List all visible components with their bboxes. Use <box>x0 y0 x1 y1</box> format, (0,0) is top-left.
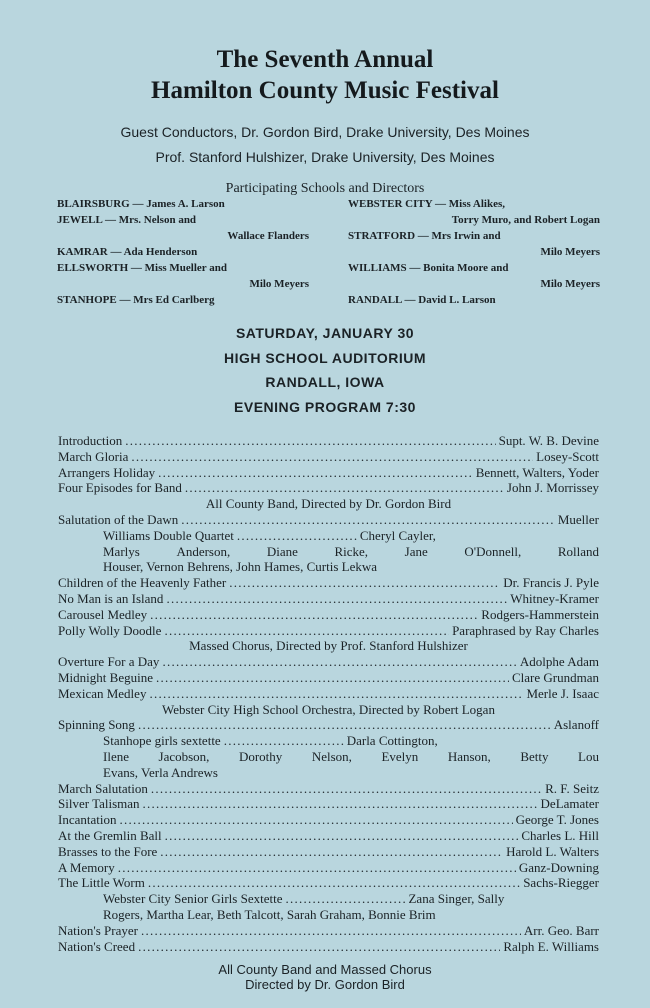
school-name-director: STANHOPE — Mrs Ed Carlberg <box>57 294 215 306</box>
program-item <box>58 623 599 639</box>
program-credit: R. F. Seitz <box>545 780 599 796</box>
program-title: At the Gremlin Ball <box>58 827 162 843</box>
school-entry <box>348 276 600 292</box>
program-item <box>58 433 599 449</box>
dot-leader <box>119 812 512 828</box>
program-credit: Aslanoff <box>553 717 599 733</box>
event-program-time: EVENING PROGRAM 7:30 <box>234 399 416 415</box>
school-director-continued: Milo Meyers <box>540 278 600 290</box>
dot-leader <box>185 480 504 496</box>
program-title: Mexican Medley <box>58 685 147 701</box>
dot-leader <box>138 939 500 955</box>
program-title: Polly Wolly Doodle <box>58 622 162 638</box>
school-director-continued: Torry Muro, and Robert Logan <box>451 214 600 226</box>
school-director-continued: Milo Meyers <box>249 278 309 290</box>
program-title: Nation's Prayer <box>58 922 138 938</box>
program-item <box>58 449 599 465</box>
program-credit: Zana Singer, Sally <box>408 891 505 907</box>
school-name-director: STRATFORD — Mrs Irwin and <box>348 230 501 242</box>
school-entry <box>57 228 309 244</box>
schools-left-column <box>57 196 309 308</box>
school-entry <box>57 196 309 212</box>
performer-entry <box>58 733 599 749</box>
dot-leader <box>150 607 478 623</box>
performer-names-line <box>58 544 599 560</box>
program-title: Incantation <box>58 812 117 828</box>
program-title: No Man is an Island <box>58 590 164 606</box>
program-item <box>58 717 599 733</box>
dot-leader <box>181 512 555 528</box>
program-title: Overture For a Day <box>58 654 160 670</box>
participating-heading: Participating Schools and Directors <box>225 181 425 196</box>
dot-leader <box>160 844 503 860</box>
guest-conductor-2: Prof. Stanford Hulshizer, Drake University, Des Moines <box>155 149 495 165</box>
performer-name-word: Ilene <box>103 748 129 764</box>
school-name-director: JEWELL — Mrs. Nelson and <box>57 214 197 226</box>
performer-name-word: Anderson, <box>176 543 231 559</box>
program-item <box>58 591 599 607</box>
program-item <box>58 796 599 812</box>
festival-subtitle: Hamilton County Music Festival <box>151 77 499 104</box>
dot-leader <box>118 860 516 876</box>
program-title: Nation's Creed <box>58 938 136 954</box>
program-credit: Whitney-Kramer <box>510 590 599 606</box>
school-entry <box>57 276 309 292</box>
performer-entry <box>58 528 599 544</box>
program-item <box>58 828 599 844</box>
school-name-director: RANDALL — David L. Larson <box>348 294 496 306</box>
performer-names-line: Houser, Vernon Behrens, John Hames, Curtis Lekwa <box>103 559 377 575</box>
school-entry <box>348 212 600 228</box>
program-credit: Adolphe Adam <box>519 654 599 670</box>
program-credit: Ralph E. Williams <box>503 938 599 954</box>
performer-names-line: Rogers, Martha Lear, Beth Talcott, Sarah Graham, Bonnie Brim <box>103 906 436 922</box>
school-name-director: ELLSWORTH — Miss Mueller and <box>57 262 227 274</box>
performer-name-word: Diane <box>266 543 298 559</box>
program-item <box>58 860 599 876</box>
program-credit: John J. Morrissey <box>506 480 599 496</box>
dot-leader <box>156 670 509 686</box>
program-credit: Harold L. Walters <box>506 843 599 859</box>
program-item <box>58 939 599 955</box>
dot-leader <box>224 733 344 749</box>
dot-leader <box>162 654 516 670</box>
program-item <box>58 575 599 591</box>
performer-name-word: Dorothy <box>238 748 283 764</box>
school-entry <box>57 292 309 308</box>
program-credit: Arr. Geo. Barr <box>523 922 599 938</box>
program-credit: Dr. Francis J. Pyle <box>503 575 599 591</box>
program-title: The Little Worm <box>58 875 145 891</box>
performer-entry <box>58 891 599 907</box>
finale-line-2: Directed by Dr. Gordon Bird <box>245 977 405 992</box>
program-title: A Memory <box>58 859 115 875</box>
school-entry <box>57 212 309 228</box>
program-item <box>58 686 599 702</box>
dot-leader <box>149 686 523 702</box>
performer-names-line: Evans, Verla Andrews <box>103 764 218 780</box>
performer-name-word: Marlys <box>103 543 140 559</box>
festival-title: The Seventh Annual <box>216 46 434 73</box>
performer-names-line <box>58 749 599 765</box>
program-credit: Clare Grundman <box>511 669 599 685</box>
program-title: Brasses to the Fore <box>58 843 158 859</box>
ensemble-director-line: Massed Chorus, Directed by Prof. Stanford Hulshizer <box>189 638 468 654</box>
program-item <box>58 781 599 797</box>
dot-leader <box>164 623 449 639</box>
performer-name-word: O'Donnell, <box>464 543 522 559</box>
program-title: Webster City Senior Girls Sextette <box>103 891 283 907</box>
program-title: Children of the Heavenly Father <box>58 575 227 591</box>
program-title: Midnight Beguine <box>58 669 153 685</box>
program-credit: Bennett, Walters, Yoder <box>475 464 599 480</box>
school-director-continued: Milo Meyers <box>540 246 600 258</box>
dot-leader <box>151 781 542 797</box>
program-credit: Charles L. Hill <box>521 827 599 843</box>
program-title: March Gloria <box>58 448 129 464</box>
school-entry <box>57 260 309 276</box>
program-item <box>58 512 599 528</box>
dot-leader <box>141 923 521 939</box>
program-item <box>58 923 599 939</box>
performer-name-word: Hanson, <box>447 748 491 764</box>
program-credit: DeLamater <box>540 796 599 812</box>
dot-leader <box>158 465 473 481</box>
school-entry <box>348 260 600 276</box>
school-director-continued: Wallace Flanders <box>227 230 309 242</box>
program-credit: Cheryl Cayler, <box>359 527 436 543</box>
program-item <box>58 480 599 496</box>
school-name-director: KAMRAR — Ada Henderson <box>57 246 198 258</box>
school-entry <box>57 244 309 260</box>
program-item <box>58 465 599 481</box>
program-credit: George T. Jones <box>515 812 599 828</box>
dot-leader <box>229 575 500 591</box>
program-title: Stanhope girls sextette <box>103 733 221 749</box>
finale-line-1: All County Band and Massed Chorus <box>218 962 432 977</box>
program-item <box>58 607 599 623</box>
program-item <box>58 812 599 828</box>
performer-name-word: Evelyn <box>381 748 419 764</box>
program-title: Silver Talisman <box>58 796 140 812</box>
program-item <box>58 844 599 860</box>
program-credit: Rodgers-Hammerstein <box>481 606 599 622</box>
program-title: Salutation of the Dawn <box>58 511 179 527</box>
program-credit: Paraphrased by Ray Charles <box>452 622 599 638</box>
program-credit: Ganz-Downing <box>518 859 599 875</box>
program-title: Arrangers Holiday <box>58 464 156 480</box>
school-entry <box>348 244 600 260</box>
performer-name-word: Ricke, <box>334 543 369 559</box>
program-credit: Mueller <box>557 511 599 527</box>
program-title: Spinning Song <box>58 717 135 733</box>
ensemble-director-line: Webster City High School Orchestra, Directed by Robert Logan <box>162 701 495 717</box>
dot-leader <box>125 433 495 449</box>
school-name-director: BLAIRSBURG — James A. Larson <box>57 198 225 210</box>
school-entry <box>348 228 600 244</box>
performer-name-word: Lou <box>578 748 599 764</box>
performer-name-word: Jacobson, <box>158 748 210 764</box>
program-credit: Supt. W. B. Devine <box>498 433 599 448</box>
school-name-director: WILLIAMS — Bonita Moore and <box>348 262 509 274</box>
program-credit: Sachs-Riegger <box>523 875 599 891</box>
school-entry <box>348 292 600 308</box>
program-title: Four Episodes for Band <box>58 480 182 496</box>
performer-name-word: Jane <box>404 543 428 559</box>
dot-leader <box>165 828 519 844</box>
program-list <box>58 433 599 954</box>
dot-leader <box>131 449 533 465</box>
dot-leader <box>285 891 405 907</box>
program-credit: Losey-Scott <box>536 448 599 464</box>
performer-name-word: Betty <box>520 748 549 764</box>
program-credit: Merle J. Isaac <box>526 685 599 701</box>
program-title: March Salutation <box>58 780 148 796</box>
schools-right-column <box>348 196 600 308</box>
program-title: Introduction <box>58 433 123 448</box>
school-entry <box>348 196 600 212</box>
performer-name-word: Rolland <box>557 543 599 559</box>
dot-leader <box>166 591 507 607</box>
guest-conductor-1: Guest Conductors, Dr. Gordon Bird, Drake University, Des Moines <box>120 124 530 140</box>
ensemble-director-line: All County Band, Directed by Dr. Gordon Bird <box>205 496 452 512</box>
dot-leader <box>237 528 357 544</box>
program-item <box>58 670 599 686</box>
event-place: RANDALL, IOWA <box>265 374 385 390</box>
dot-leader <box>138 717 551 733</box>
program-item <box>58 875 599 891</box>
event-venue: HIGH SCHOOL AUDITORIUM <box>223 350 427 366</box>
program-title: Williams Double Quartet <box>103 527 234 543</box>
dot-leader <box>143 796 538 812</box>
program-title: Carousel Medley <box>58 606 148 622</box>
performer-name-word: Nelson, <box>311 748 352 764</box>
school-name-director: WEBSTER CITY — Miss Alikes, <box>348 198 505 210</box>
program-item <box>58 654 599 670</box>
program-credit: Darla Cottington, <box>346 733 438 749</box>
dot-leader <box>148 875 520 891</box>
event-date: SATURDAY, JANUARY 30 <box>235 325 415 341</box>
